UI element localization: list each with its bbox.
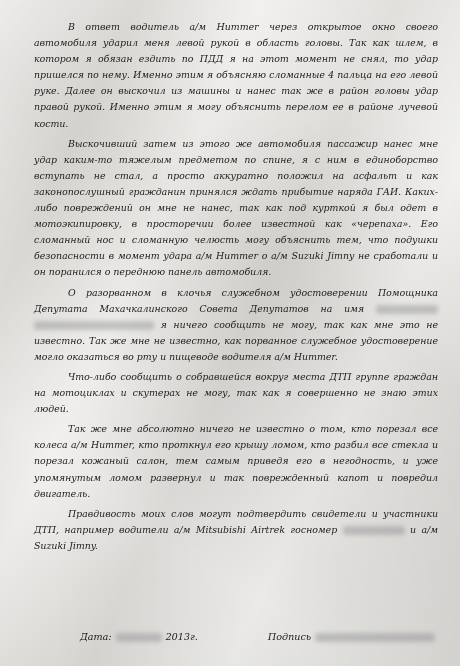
paragraph-6 xyxy=(34,507,438,555)
signature-label: Подпись xyxy=(267,632,312,643)
paragraph-2: Выскочивший затем из этого же автомобиля пассажир нанес мне удар каким-то тяжелым предметом по спине, я с ним в единоборство вступать не стал, а просто аккуратно положил на асфальт и как законопослушный гражданин принялся ждать прибытие наряда ГАИ. Каких-либо повреждений он мне не нанес, так как под курткой я был одет в мотоэкипировку, в просторечии более известной как «черепаха». Его сломанный нос и сломанную челюсть могу объяснить тем, что подушки безопасности в момент удара а/м Hummer о а/м Suzuki Jimny не сработали и он поранился о переднюю панель автомобиля. xyxy=(34,138,438,279)
paragraph-1: В ответ водитель а/м Hummer через открытое окно своего автомобиля ударил меня левой рукой в область головы. Так как шлем, в котором я обязан ездить по ПДД я на этот момент не снял, то удар пришелся по нему. Именно этим я объясняю сломанные 4 пальца на его левой руке. Далее он выскочил из машины и нанес так же в район головы удар правой рукой. Именно этим я могу объяснить перелом ее в районе лучевой кости. xyxy=(34,22,438,130)
signature-footer xyxy=(80,632,440,643)
paragraph-6-start: Правдивость моих слов могут подтвердить свидетели и участники ДТП, например водители а/м Mitsubishi Airtrek госномер xyxy=(34,508,438,536)
redacted-date xyxy=(116,633,162,642)
redacted-name-part-1 xyxy=(376,305,438,314)
paragraph-5: Так же мне абсолютно ничего не известно о том, кто порезал все колеса а/м Hummer, кто проткнул его крышу ломом, кто разбил все стекла и порезал кожаный салон, тем самым приведя его в негодность, и уже упомянутым ломом развернул и так поврежденный капот и повредил двигатель. xyxy=(34,424,438,500)
redacted-plate-number xyxy=(343,526,405,535)
date-year: 2013г. xyxy=(165,632,198,643)
redacted-name-part-2 xyxy=(34,321,154,330)
paragraph-6-conj: и xyxy=(410,524,417,536)
date-label: Дата: xyxy=(80,632,112,643)
paragraph-3 xyxy=(34,286,438,366)
paragraph-3-end: я ничего сообщить не могу, так как мне это не известно. Так же мне не известно, как порванное служебное удостоверение могло оказаться во рту и пищеводе водителя а/м Hummer. xyxy=(34,319,438,363)
paragraph-4: Что-либо сообщить о собравшейся вокруг места ДТП группе граждан на мотоциклах и скутерах не могу, так как я совершенно не знаю этих людей. xyxy=(34,371,438,416)
redacted-signature xyxy=(315,633,435,642)
paragraph-6-end: а/м Suzuki Jimny. xyxy=(34,524,439,552)
paragraph-3-start: О разорванном в клочья служебном удостоверении Помощника Депутата Махачкалинского Совета Депутатов на имя xyxy=(34,287,438,315)
